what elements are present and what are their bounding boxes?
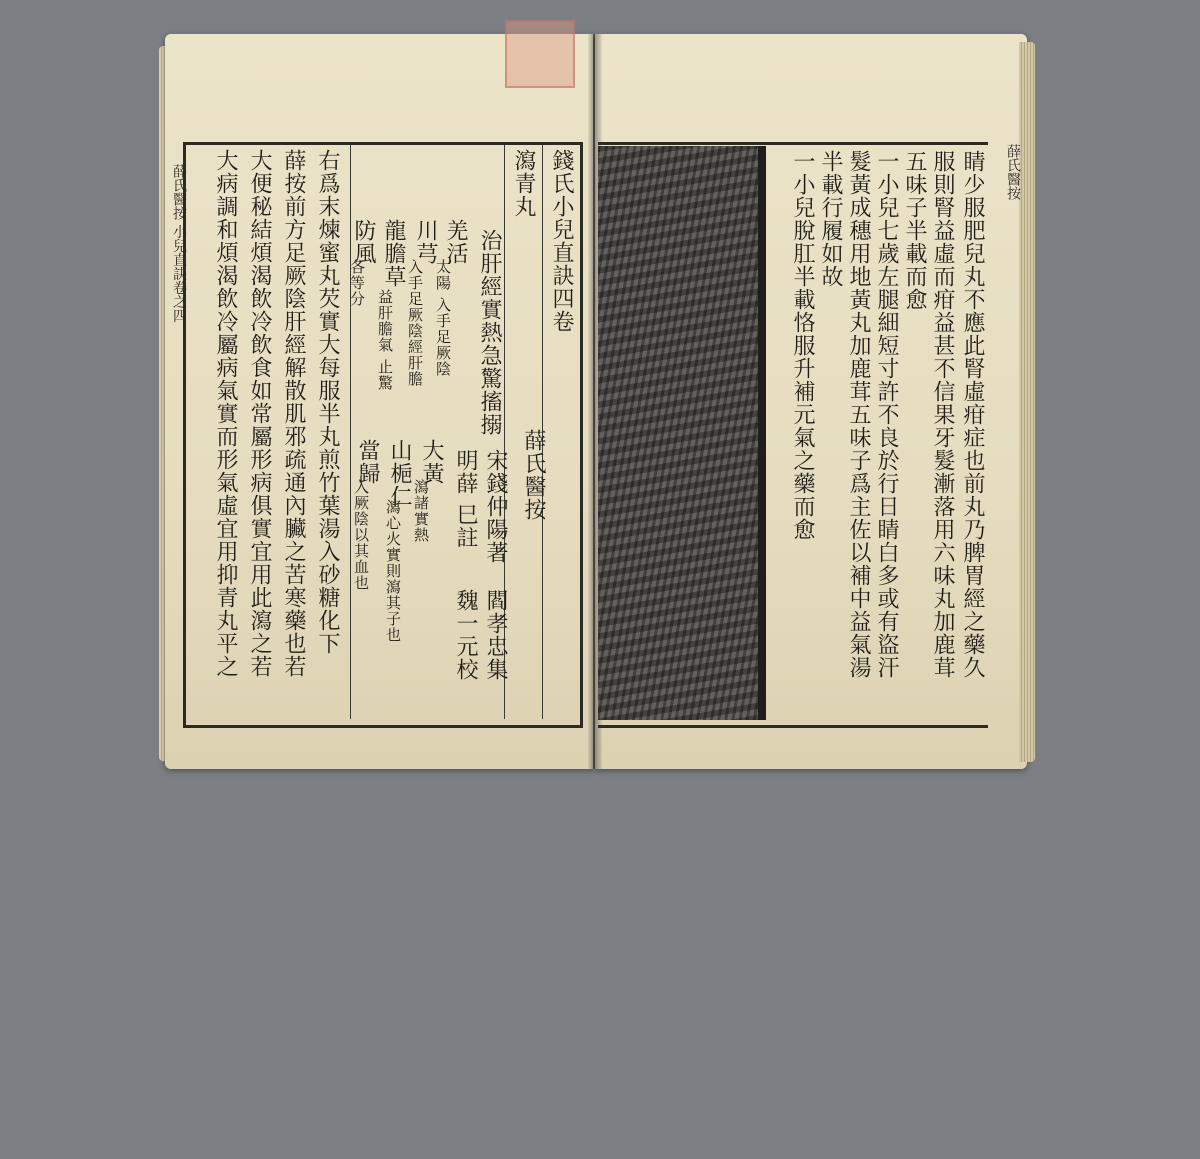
body-column: 五味子半載而愈 [902,150,927,311]
collector-seal [505,20,575,88]
body-column: 大便秘結煩渴飲冷飲食如常屬形病俱實宜用此瀉之若 [247,149,272,678]
body-column: 睛少服肥兒丸不應此腎虛疳症也前丸乃脾胃經之藥久 [960,150,985,679]
author-line: 魏一元校 [453,589,478,681]
ink-smear-block [598,146,758,720]
body-column: 一小兒脫肛半載恪服升補元氣之藥而愈 [790,150,815,541]
ingredient-note: 益肝膽氣 止驚 [376,289,394,391]
ingredient-note: 各等分 [348,259,366,307]
ingredient-note: 入厥陰以其血也 [352,479,370,591]
left-edge-label: 薛氏醫按 小兒直訣卷之四 [171,164,187,323]
body-column: 半載行履如故 [818,150,843,288]
ingredient-note: 瀉諸實熱 [412,479,430,543]
ingredient-note: 入手足厥陰經肝膽 [406,259,424,387]
right-text-area [785,146,990,720]
ingredient-name: 山梔仁 [387,439,412,508]
ingredient-note: 瀉心火實則瀉其子也 [384,499,402,643]
left-text-frame [183,142,583,728]
ingredient-note: 太陽 入手足厥陰 [434,259,452,377]
ingredient-name: 川芎 [413,219,438,265]
body-column: 右爲末煉蜜丸芡實大每服半丸煎竹葉湯入砂糖化下 [315,149,340,655]
ingredient-name: 羌活 [443,219,468,265]
open-book [165,34,1027,769]
author-line: 明薛 巳註 [453,449,478,549]
ingredient-name: 大黃 [419,439,444,485]
recipe-note: 治肝經實熱急驚搐搦 [477,229,502,436]
body-column: 髮黃成穗用地黃丸加鹿茸五味子爲主佐以補中益氣湯 [846,150,871,679]
ink-border-strip [758,146,766,720]
body-column: 薛按前方足厥陰肝經解散肌邪疏通內臟之苦寒藥也若 [281,149,306,678]
recipe-name: 瀉青丸 [511,149,536,218]
ingredient-name: 當歸 [355,439,380,485]
source-label: 薛氏醫按 [521,429,546,521]
body-column: 服則腎益虛而疳益甚不信果牙髮漸落用六味丸加鹿茸 [930,150,955,679]
book-title: 錢氏小兒直訣四卷 [549,149,574,333]
ingredient-name: 龍膽草 [381,219,406,288]
body-column: 一小兒七歲左腿細短寸許不良於行日睛白多或有盜汗 [874,150,899,679]
author-line: 宋錢仲陽著 [483,449,508,564]
author-line: 閻孝忠集 [483,589,508,681]
right-edge-label: 薛氏醫按 [1005,144,1021,200]
body-column: 大病調和煩渴飲冷屬病氣實而形氣虛宜用抑青丸平之 [213,149,238,678]
ingredient-name: 防風 [351,219,376,265]
